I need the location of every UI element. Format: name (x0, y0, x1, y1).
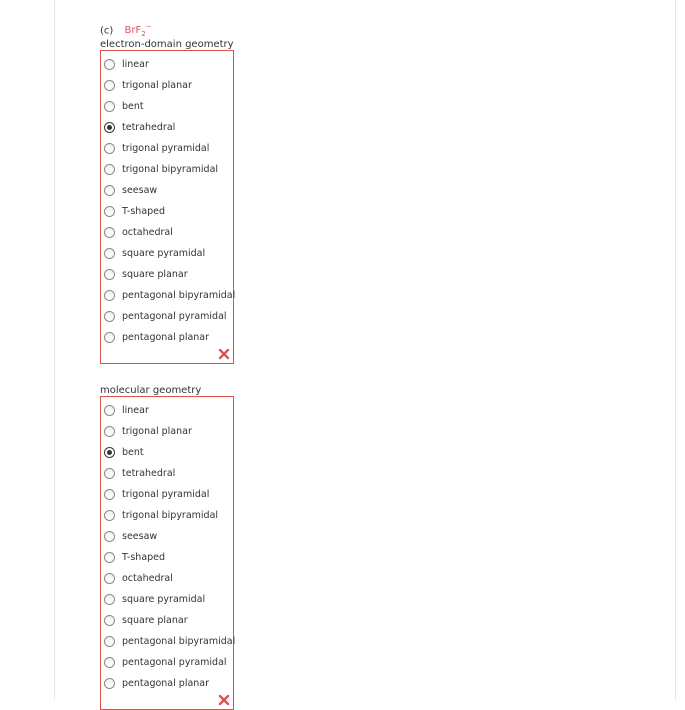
radio-button[interactable] (104, 489, 115, 500)
close-icon (218, 694, 230, 706)
option-label: linear (122, 404, 149, 416)
option-trigonal-planar[interactable] (104, 78, 192, 92)
option-label: seesaw (122, 530, 158, 542)
radio-button[interactable] (104, 248, 115, 259)
option-label: square planar (122, 268, 188, 280)
option-label: pentagonal pyramidal (122, 656, 227, 668)
option-square-planar[interactable] (104, 267, 188, 281)
radio-button[interactable] (104, 290, 115, 301)
radio-button[interactable] (104, 552, 115, 563)
option-label: tetrahedral (122, 467, 176, 479)
option-label: square planar (122, 614, 188, 626)
option-trigonal-bipyramidal[interactable] (104, 162, 218, 176)
option-trigonal-bipyramidal[interactable] (104, 508, 218, 522)
formula-charge: − (145, 23, 152, 31)
option-label: trigonal pyramidal (122, 488, 210, 500)
radio-button[interactable] (104, 447, 115, 458)
part-label: (c) (100, 25, 114, 37)
option-square-pyramidal[interactable] (104, 592, 205, 606)
option-octahedral[interactable] (104, 225, 173, 239)
option-t-shaped[interactable] (104, 550, 165, 564)
option-linear[interactable] (104, 57, 149, 71)
option-trigonal-pyramidal[interactable] (104, 487, 209, 501)
radio-button[interactable] (104, 206, 115, 217)
option-pentagonal-bipyramidal[interactable] (104, 288, 235, 302)
option-label: linear (122, 58, 149, 70)
option-label: trigonal planar (122, 425, 192, 437)
option-label: trigonal bipyramidal (122, 509, 219, 521)
option-pentagonal-bipyramidal[interactable] (104, 634, 235, 648)
radio-button[interactable] (104, 615, 115, 626)
close-icon (218, 348, 230, 360)
option-label: trigonal planar (122, 79, 192, 91)
radio-button[interactable] (104, 80, 115, 91)
option-tetrahedral[interactable] (104, 466, 175, 480)
option-label: bent (122, 446, 144, 458)
option-octahedral[interactable] (104, 571, 173, 585)
radio-button[interactable] (104, 101, 115, 112)
option-seesaw[interactable] (104, 529, 157, 543)
option-square-planar[interactable] (104, 613, 188, 627)
option-pentagonal-pyramidal[interactable] (104, 309, 227, 323)
radio-button[interactable] (104, 269, 115, 280)
option-label: seesaw (122, 184, 158, 196)
option-label: square pyramidal (122, 593, 206, 605)
radio-button[interactable] (104, 59, 115, 70)
option-label: pentagonal planar (122, 331, 210, 343)
radio-button[interactable] (104, 164, 115, 175)
option-t-shaped[interactable] (104, 204, 165, 218)
radio-button[interactable] (104, 678, 115, 689)
option-pentagonal-pyramidal[interactable] (104, 655, 227, 669)
radio-button[interactable] (104, 657, 115, 668)
radio-button[interactable] (104, 122, 115, 133)
radio-button[interactable] (104, 531, 115, 542)
option-tetrahedral[interactable] (104, 120, 175, 134)
radio-button[interactable] (104, 332, 115, 343)
radio-button[interactable] (104, 594, 115, 605)
option-linear[interactable] (104, 403, 149, 417)
option-label: T-shaped (122, 551, 166, 563)
option-seesaw[interactable] (104, 183, 157, 197)
option-label: tetrahedral (122, 121, 176, 133)
option-label: trigonal pyramidal (122, 142, 210, 154)
radio-button[interactable] (104, 468, 115, 479)
electron-domain-options (100, 50, 234, 364)
option-label: bent (122, 100, 144, 112)
option-label: T-shaped (122, 205, 166, 217)
option-label: pentagonal pyramidal (122, 310, 227, 322)
option-bent[interactable] (104, 99, 144, 113)
option-square-pyramidal[interactable] (104, 246, 205, 260)
option-label: pentagonal bipyramidal (122, 635, 236, 647)
radio-button[interactable] (104, 143, 115, 154)
radio-button[interactable] (104, 227, 115, 238)
radio-button[interactable] (104, 636, 115, 647)
option-label: octahedral (122, 572, 173, 584)
option-trigonal-planar[interactable] (104, 424, 192, 438)
radio-button[interactable] (104, 185, 115, 196)
question-label-molecular: molecular geometry (100, 385, 202, 396)
option-pentagonal-planar[interactable] (104, 676, 209, 690)
formula (124, 23, 152, 39)
formula-subscript: 2 (141, 30, 146, 39)
radio-button[interactable] (104, 573, 115, 584)
formula-base: BrF (124, 25, 142, 37)
question-label-electron-domain: electron-domain geometry (100, 39, 234, 50)
option-label: pentagonal bipyramidal (122, 289, 236, 301)
radio-button[interactable] (104, 405, 115, 416)
radio-button[interactable] (104, 311, 115, 322)
radio-button[interactable] (104, 510, 115, 521)
option-label: trigonal bipyramidal (122, 163, 219, 175)
option-label: octahedral (122, 226, 173, 238)
option-label: square pyramidal (122, 247, 206, 259)
option-bent[interactable] (104, 445, 144, 459)
option-pentagonal-planar[interactable] (104, 330, 209, 344)
option-label: pentagonal planar (122, 677, 210, 689)
radio-button[interactable] (104, 426, 115, 437)
option-trigonal-pyramidal[interactable] (104, 141, 209, 155)
molecular-options (100, 396, 234, 710)
